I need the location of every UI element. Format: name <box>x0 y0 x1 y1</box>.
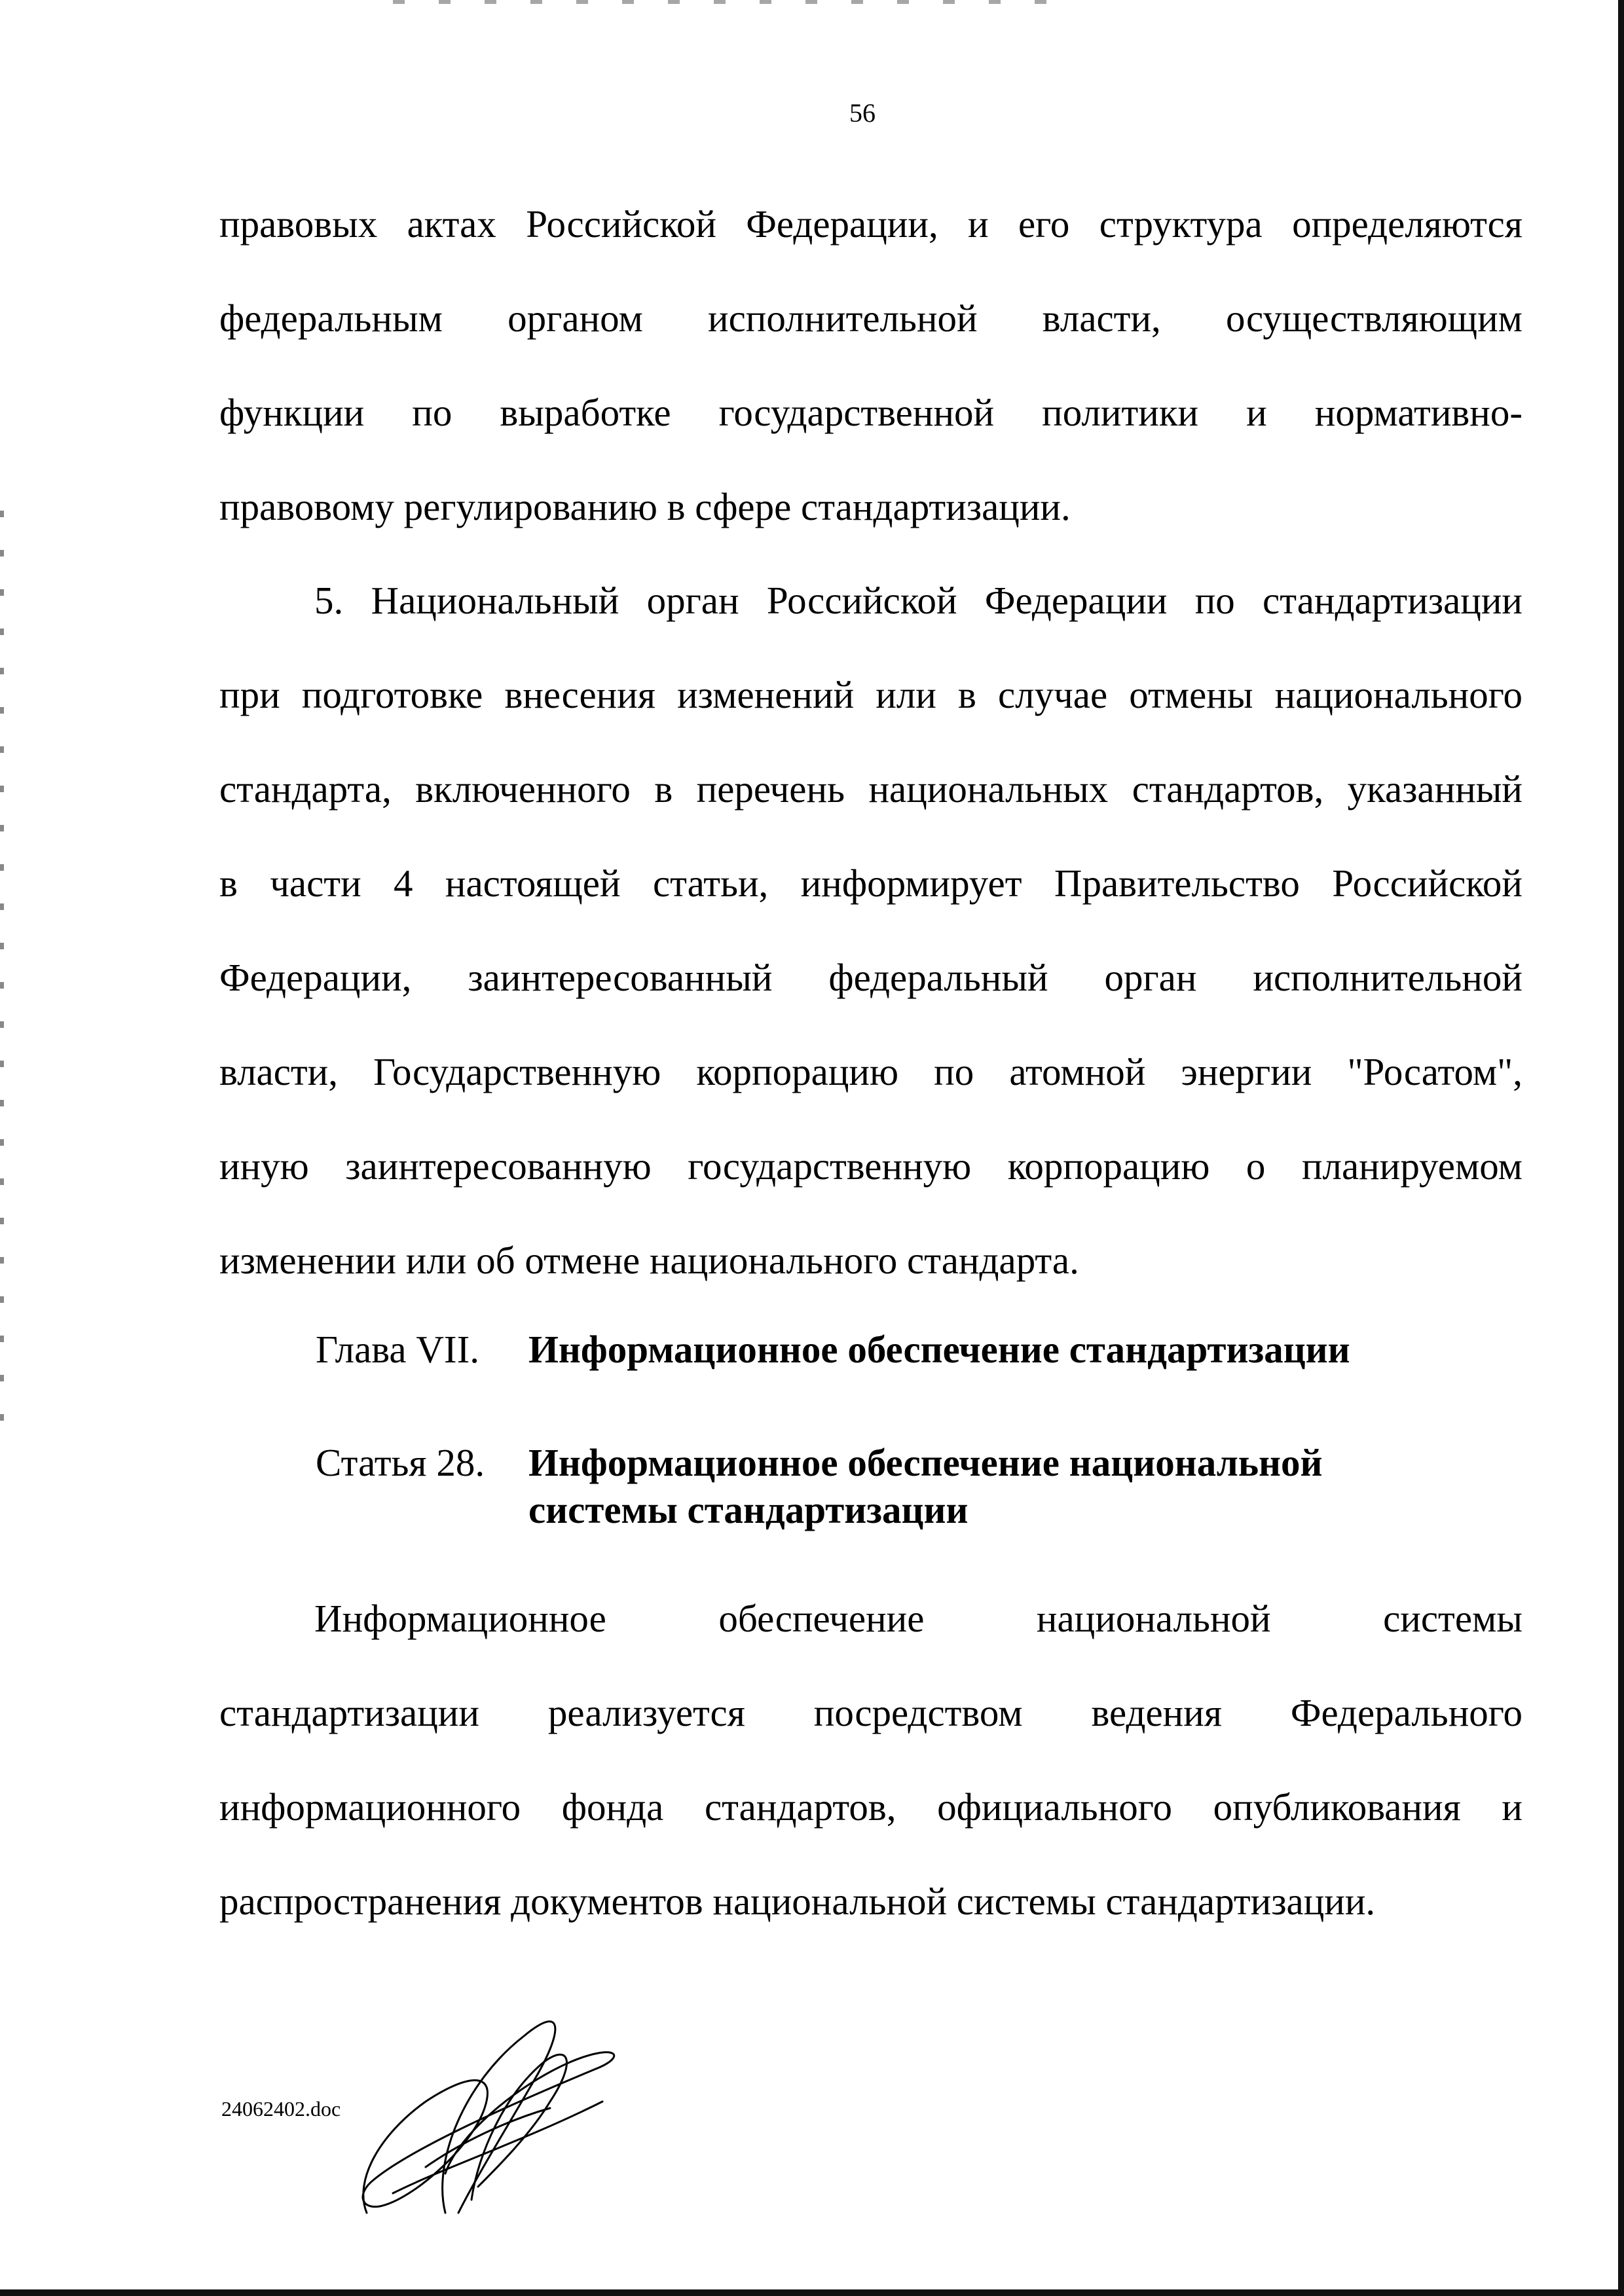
chapter-label: Глава VII. <box>316 1328 479 1371</box>
page-number: 56 <box>849 98 876 128</box>
article-title-line-1: Информационное обеспечение национальной <box>528 1441 1323 1484</box>
text-line: иную заинтересованную государственную корпорацию о планируемом <box>219 1144 1522 1188</box>
paragraph-5 <box>219 553 1522 1307</box>
scan-artifact-left-marks <box>0 511 4 1427</box>
text-line: в части 4 настоящей статьи, информирует Правительство Российской <box>219 862 1522 905</box>
text-line: при подготовке внесения изменений или в случае отмены национального <box>219 673 1522 716</box>
text-line: правовому регулированию в сфере стандартизации. <box>219 485 1071 528</box>
article-heading <box>316 1439 1494 1537</box>
scan-artifact-right-border <box>1618 0 1624 2296</box>
text-line: стандарта, включенного в перечень национальных стандартов, указанный <box>219 767 1522 811</box>
article-28-paragraph <box>219 1571 1522 1948</box>
scan-artifact-bottom-border <box>0 2289 1624 2296</box>
text-line: информационного фонда стандартов, официального опубликования и <box>219 1785 1522 1829</box>
signature-image <box>354 2003 629 2232</box>
text-line: изменении или об отмене национального стандарта. <box>219 1239 1079 1282</box>
article-label: Статья 28. <box>316 1441 485 1484</box>
text-line: Информационное обеспечение национальной системы <box>314 1597 1522 1640</box>
text-line: правовых актах Российской Федерации, и его структура определяются <box>219 202 1522 246</box>
text-line: федеральным органом исполнительной власти, осуществляющим <box>219 297 1522 340</box>
text-line: распространения документов национальной системы стандартизации. <box>219 1880 1376 1923</box>
chapter-heading <box>316 1326 1494 1378</box>
text-line: функции по выработке государственной политики и нормативно- <box>219 391 1522 434</box>
chapter-title: Информационное обеспечение стандартизации <box>528 1328 1350 1371</box>
text-line: власти, Государственную корпорацию по атомной энергии "Росатом", <box>219 1050 1522 1093</box>
scan-artifact-top <box>393 0 1048 4</box>
document-code: 24062402.doc <box>221 2097 341 2121</box>
article-title-line-2: системы стандартизации <box>528 1488 969 1531</box>
text-line: стандартизации реализуется посредством ведения Федерального <box>219 1691 1522 1734</box>
continuation-paragraph <box>219 177 1522 554</box>
text-line: Федерации, заинтересованный федеральный орган исполнительной <box>219 956 1522 999</box>
text-line: 5. Национальный орган Российской Федерации по стандартизации <box>314 579 1522 622</box>
